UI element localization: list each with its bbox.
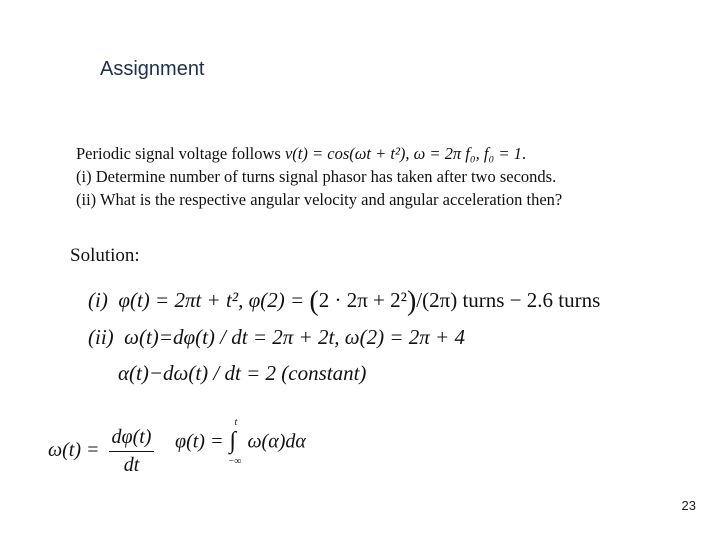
problem-question-1: (i) Determine number of turns signal phasor has taken after two seconds. (76, 167, 557, 186)
problem-question-2: (ii) What is the respective angular velocity and angular acceleration then? (76, 190, 563, 209)
phi-integrand: ω(α)dα (247, 430, 306, 453)
problem-intro-text: Periodic signal voltage follows (76, 144, 281, 163)
solution-line-1-inner: 2 · 2π + 2² (318, 288, 407, 312)
solution-line-2-equation: ω(t)=dφ(t) / dt = 2π + 2t, ω(2) = 2π + 4 (124, 325, 465, 349)
integral-lower-limit: −∞ (228, 456, 242, 467)
integral-sign (228, 417, 242, 467)
solution-line-2 (88, 325, 465, 350)
solution-line-1 (88, 286, 600, 318)
phi-integral-formula (175, 417, 306, 467)
solution-label: Solution: (70, 245, 140, 266)
left-paren: ( (309, 286, 319, 317)
omega-lhs: ω(t) = (48, 439, 100, 462)
omega-numerator: dφ(t) (109, 426, 155, 452)
solution-line-1-prefix: (i) (88, 288, 108, 312)
problem-intro-line (76, 142, 562, 165)
problem-signal-equation: v(t) = cos(ωt + t²), ω = 2π f₀, f₀ = 1 (284, 144, 522, 163)
integral-symbol: ∫ (229, 428, 237, 454)
page-number: 23 (681, 498, 696, 513)
solution-line-3-equation: α(t)−dω(t) / dt = 2 (constant) (118, 361, 367, 385)
problem-trailing-period: . (521, 144, 526, 163)
slide-title: Assignment (100, 58, 205, 80)
integral-upper-limit: t (234, 417, 238, 428)
right-paren: ) (406, 286, 417, 317)
omega-definition-formula (48, 426, 158, 477)
problem-statement (76, 142, 562, 211)
solution-line-1-turns: /(2π) turns − 2.6 turns (416, 288, 601, 312)
omega-denominator: dt (123, 454, 140, 476)
solution-line-2-prefix: (ii) (88, 325, 114, 349)
solution-line-1-phase: φ(t) = 2πt + t², φ(2) = (118, 288, 310, 312)
solution-line-3 (118, 361, 366, 386)
omega-fraction (109, 426, 155, 477)
phi-lhs: φ(t) = (175, 430, 224, 453)
